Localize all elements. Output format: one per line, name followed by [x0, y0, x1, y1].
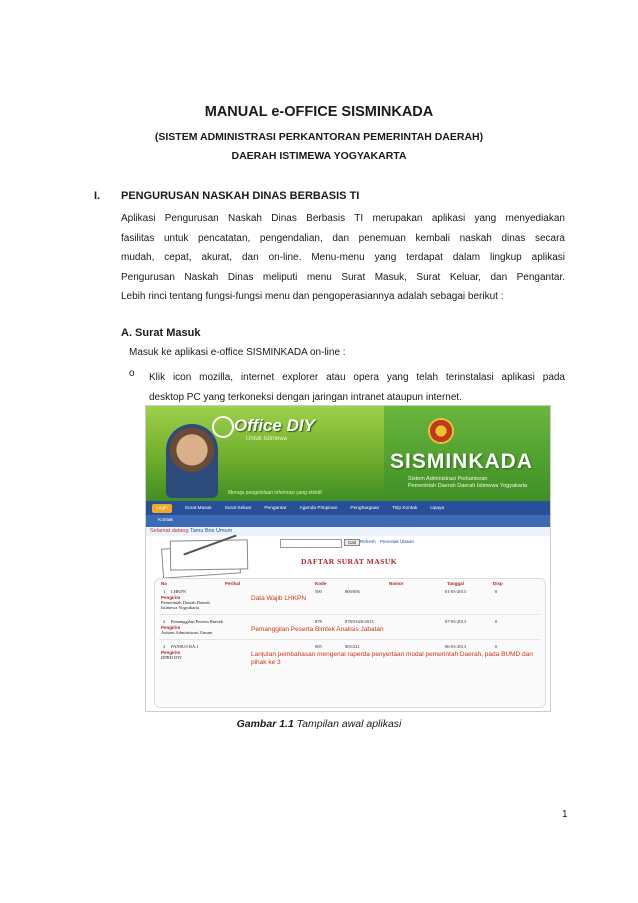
row-kode: 500 [315, 589, 322, 594]
paragraph-line: fasilitas untuk pencatatan, pengendalian, dan penemuan kembali naskah dinas secara [121, 232, 565, 244]
nav-login[interactable]: Login [152, 504, 172, 513]
row-kode: 878 [315, 619, 322, 624]
nav-telp-kontak[interactable]: Telp Kontak [392, 505, 418, 511]
paragraph-line: Lebih rinci tentang fungsi-fungsi menu dan pengoperasiannya adalah sebagai berikut : [121, 291, 504, 303]
bullet-text [149, 368, 565, 408]
row-nomor: 005/221 [345, 644, 360, 649]
list-title: DAFTAR SURAT MASUK [301, 557, 398, 566]
row-kode: 005 [315, 644, 322, 649]
mail-table [154, 578, 546, 708]
row-note: Lanjutan pembahasan mengenai raperda penyertaan modal pemerintah Daerah, pada BUMD dan pihak ke 3 [251, 651, 533, 666]
section-paragraph [121, 209, 565, 307]
col-header: No [161, 581, 167, 586]
app-screenshot [145, 405, 551, 712]
document-title: MANUAL e-OFFICE SISMINKADA [204, 104, 434, 120]
governor-portrait [166, 424, 218, 498]
row-perihal[interactable]: Pemanggilan Peserta Bimtek [171, 619, 223, 624]
row-no: 1 [163, 589, 166, 594]
row-sender: DPRD DIY [161, 655, 183, 660]
row-nomor: 878/534/6/2013 [345, 619, 374, 624]
nav-penghargaan[interactable]: Penghargaan [350, 505, 380, 511]
row-disp: 0 [495, 589, 498, 594]
eoffice-logo-icon [212, 416, 234, 438]
nav-pengantar[interactable]: Pengantar [264, 505, 287, 511]
search-button[interactable]: Cari [344, 539, 360, 546]
row-sender-label: Pengirim [161, 595, 181, 600]
welcome-bar [146, 527, 550, 536]
row-no: 2 [163, 619, 166, 624]
letters-illustration [162, 538, 250, 576]
row-note: Pemanggilan Peserta Bimtek Analisis Jabatan [251, 626, 384, 633]
nav-kontak[interactable]: Kontak [158, 518, 173, 523]
brand-sub-line: Pemerintah Daerah Daerah Istimewa Yogyakarta [408, 483, 528, 489]
app-slogan: Menuju pengelolaan informasi yang efektif [228, 490, 322, 496]
brand-sub-line: Sistem Administrasi Perkantoran [408, 476, 488, 482]
search-input[interactable] [280, 539, 342, 548]
page-number: 1 [562, 809, 568, 820]
row-note: Data Wajib LHKPN [251, 595, 307, 602]
refresh-link[interactable]: Refresh [360, 539, 376, 544]
welcome-text: Selamat datang [150, 528, 189, 534]
section-title: PENGURUSAN NASKAH DINAS BERBASIS TI [121, 190, 360, 202]
bullet-line: Klik icon mozilla, internet explorer atau opera yang telah terinstalasi aplikasi pada [149, 372, 565, 383]
row-sender: Pemerintah Daerah Daerah [161, 600, 210, 605]
bullet-line: desktop PC yang terkoneksi dengan jaringan intranet ataupun internet. [149, 392, 462, 403]
document-region: DAERAH ISTIMEWA YOGYAKARTA [231, 150, 407, 162]
app-brand: SISMINKADA [390, 450, 534, 473]
col-header: Nomor [389, 581, 404, 586]
row-separator [159, 639, 539, 640]
row-no: 3 [163, 644, 166, 649]
row-perihal[interactable]: LHKPN [171, 589, 187, 594]
paragraph-line: Aplikasi Pengurusan Naskah Dinas Berbasis TI merupakan aplikasi yang menyediakan [121, 213, 565, 224]
row-disp: 0 [495, 644, 498, 649]
nav-upaya[interactable]: Upaya [430, 505, 445, 511]
app-logo-subtitle: Untuk Istimewa [246, 436, 288, 442]
subsection-title: A. Surat Masuk [121, 327, 201, 339]
row-separator [159, 614, 539, 615]
col-header: Kode [315, 581, 327, 586]
app-logo-text: Office DIY [234, 416, 315, 435]
nav-surat-masuk[interactable]: Surat Masuk [184, 505, 212, 511]
row-tanggal: 01-03-2013 [445, 589, 466, 594]
document-subtitle: (SISTEM ADMINISTRASI PERKANTORAN PEMERINTAH DAERAH) [154, 131, 484, 143]
row-perihal[interactable]: PANSUS BA.1 [171, 644, 199, 649]
row-tanggal: 07-03-2013 [445, 619, 466, 624]
app-subnav-bar [146, 515, 550, 527]
row-sender: Asisten Administrasi Umum [161, 630, 213, 635]
bullet-marker: o [129, 368, 135, 379]
col-header: Perihal [225, 581, 241, 586]
row-nomor: 800/056 [345, 589, 360, 594]
row-sender-label: Pengirim [161, 650, 181, 655]
section-number: I. [94, 190, 101, 202]
row-disp: 0 [495, 619, 498, 624]
paragraph-line: Pengurusan Naskah Dinas meliputi menu Surat Masuk, Surat Keluar, dan Pengantar. [121, 271, 565, 283]
print-link[interactable]: Pencetak Ulasan [380, 539, 415, 544]
caption-text: Tampilan awal aplikasi [296, 718, 402, 730]
row-sender-line2: Istimewa Yogyakarta [161, 605, 199, 610]
row-tanggal: 06-03-2013 [445, 644, 466, 649]
col-header: Disp [493, 581, 503, 586]
paragraph-line: mudah, cepat, akurat, dan on-line. Menu-menu yang terdapat dalam lingkup aplikasi [121, 252, 565, 264]
diy-emblem-icon [428, 418, 454, 444]
subsection-intro: Masuk ke aplikasi e-office SISMINKADA on-line : [129, 347, 346, 358]
col-header: Tanggal [447, 581, 464, 586]
user-name[interactable]: Tamu Bos Umum [190, 528, 233, 534]
caption-label: Gambar 1.1 [236, 718, 294, 730]
nav-surat-keluar[interactable]: Surat Keluar [224, 505, 252, 511]
app-nav-bar [146, 501, 550, 515]
app-brand-subtitle [408, 476, 527, 490]
row-sender-label: Pengirim [161, 625, 181, 630]
nav-agenda[interactable]: Agenda Pimpinan [299, 505, 338, 511]
figure-caption [0, 718, 638, 730]
